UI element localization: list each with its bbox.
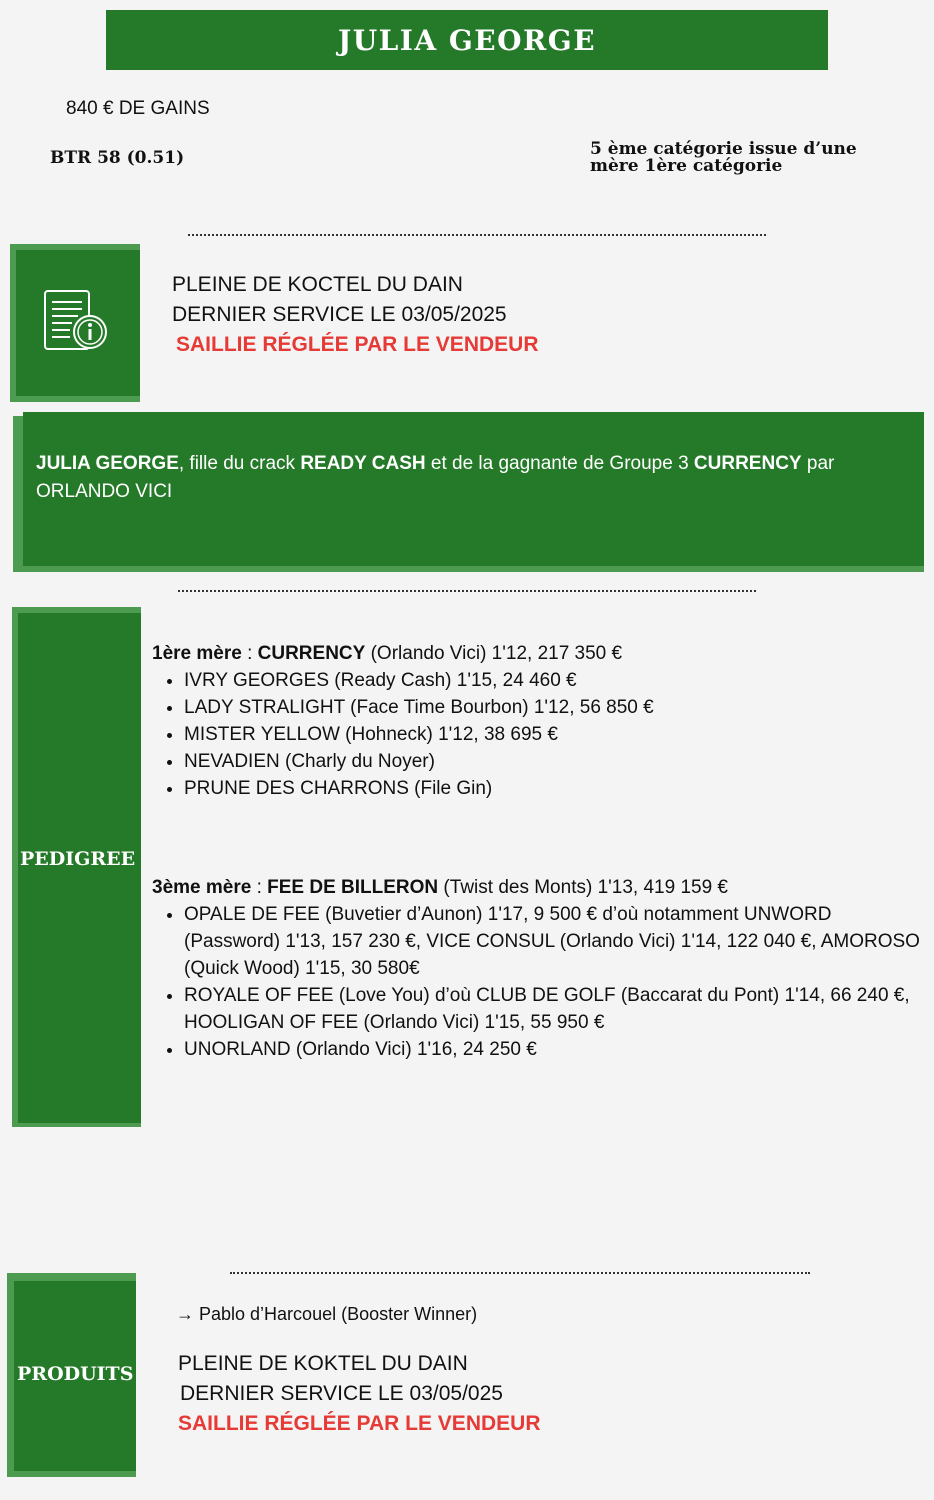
intro-text-2: et de la gagnante de Groupe 3 bbox=[425, 453, 694, 474]
produits-label: PRODUITS bbox=[17, 1363, 134, 1385]
intro-sire: READY CASH bbox=[300, 453, 426, 474]
produits-line-saillie: SAILLIE RÉGLÉE PAR LE VENDEUR bbox=[178, 1412, 541, 1435]
mere3-details: (Twist des Monts) 1'13, 419 159 € bbox=[438, 877, 728, 898]
mere1-name: CURRENCY bbox=[257, 643, 366, 664]
intro-horse-name: JULIA GEORGE bbox=[36, 453, 179, 474]
produits-content bbox=[176, 1304, 541, 1439]
info-line-pleine: PLEINE DE KOCTEL DU DAIN bbox=[172, 273, 463, 296]
dotted-divider bbox=[230, 1272, 810, 1274]
info-line-saillie: SAILLIE RÉGLÉE PAR LE VENDEUR bbox=[176, 333, 539, 356]
produit-item: → Pablo d’Harcouel (Booster Winner) bbox=[176, 1304, 478, 1324]
mere3-sep: : bbox=[251, 877, 268, 898]
list-item: • UNORLAND (Orlando Vici) 1'16, 24 250 € bbox=[184, 1036, 932, 1063]
intro-dam: CURRENCY bbox=[693, 453, 802, 474]
list-item: • ROYALE OF FEE (Love You) d’où CLUB DE GOLF (Baccarat du Pont) 1'14, 66 240 €, HOOLIGAN OF FEE (Orlando Vici) 1'15, 55 950 € bbox=[184, 982, 932, 1036]
pedigree-label: PEDIGREE bbox=[20, 848, 136, 870]
dotted-divider bbox=[178, 590, 756, 592]
btr-text: BTR 58 (0.51) bbox=[50, 148, 185, 168]
list-item: • OPALE DE FEE (Buvetier d’Aunon) 1'17, 9 500 € d’où notamment UNWORD (Password) 1'13, 157 230 €, VICE CONSUL (Orlando Vici) 1'14, 122 040 €, AMOROSO (Quick Wood) 1'15, 30 580€ bbox=[184, 901, 932, 982]
list-item: • PRUNE DES CHARRONS (File Gin) bbox=[184, 775, 932, 802]
list-item: • MISTER YELLOW (Hohneck) 1'12, 38 695 € bbox=[184, 721, 932, 748]
list-item: • IVRY GEORGES (Ready Cash) 1'15, 24 460 € bbox=[184, 667, 932, 694]
produits-line-pleine: PLEINE DE KOKTEL DU DAIN bbox=[178, 1352, 468, 1375]
mere1-sep: : bbox=[241, 643, 258, 664]
page-title: JULIA GEORGE bbox=[337, 23, 597, 57]
title-banner bbox=[106, 10, 828, 70]
list-item: • NEVADIEN (Charly du Noyer) bbox=[184, 748, 932, 775]
produits-info bbox=[176, 1349, 541, 1439]
produits-line-service: DERNIER SERVICE LE 03/05/025 bbox=[180, 1382, 503, 1405]
list-item: • LADY STRALIGHT (Face Time Bourbon) 1'12, 56 850 € bbox=[184, 694, 932, 721]
pedigree-content bbox=[152, 640, 932, 1063]
mere3-prefix: 3ème mère bbox=[152, 877, 252, 898]
document-info-icon bbox=[42, 288, 110, 354]
dotted-divider bbox=[188, 234, 766, 236]
intro-text bbox=[36, 450, 906, 506]
mere3-name: FEE DE BILLERON bbox=[267, 877, 439, 898]
mere3-heading bbox=[152, 874, 932, 901]
intro-text-3: par ORLANDO VICI bbox=[36, 453, 835, 502]
gains-text: 840 € DE GAINS bbox=[66, 98, 210, 119]
intro-text-1: , fille du crack bbox=[178, 453, 301, 474]
mere1-prefix: 1ère mère bbox=[152, 643, 242, 664]
mere3-list bbox=[152, 901, 932, 1063]
mere1-list bbox=[152, 667, 932, 802]
info-block bbox=[172, 270, 539, 360]
mere1-heading bbox=[152, 640, 932, 667]
mere1-details: (Orlando Vici) 1'12, 217 350 € bbox=[365, 643, 623, 664]
info-line-service: DERNIER SERVICE LE 03/05/2025 bbox=[172, 303, 507, 326]
category-text: 5 ème catégorie issue d’une mère 1ère catégorie bbox=[590, 139, 857, 176]
